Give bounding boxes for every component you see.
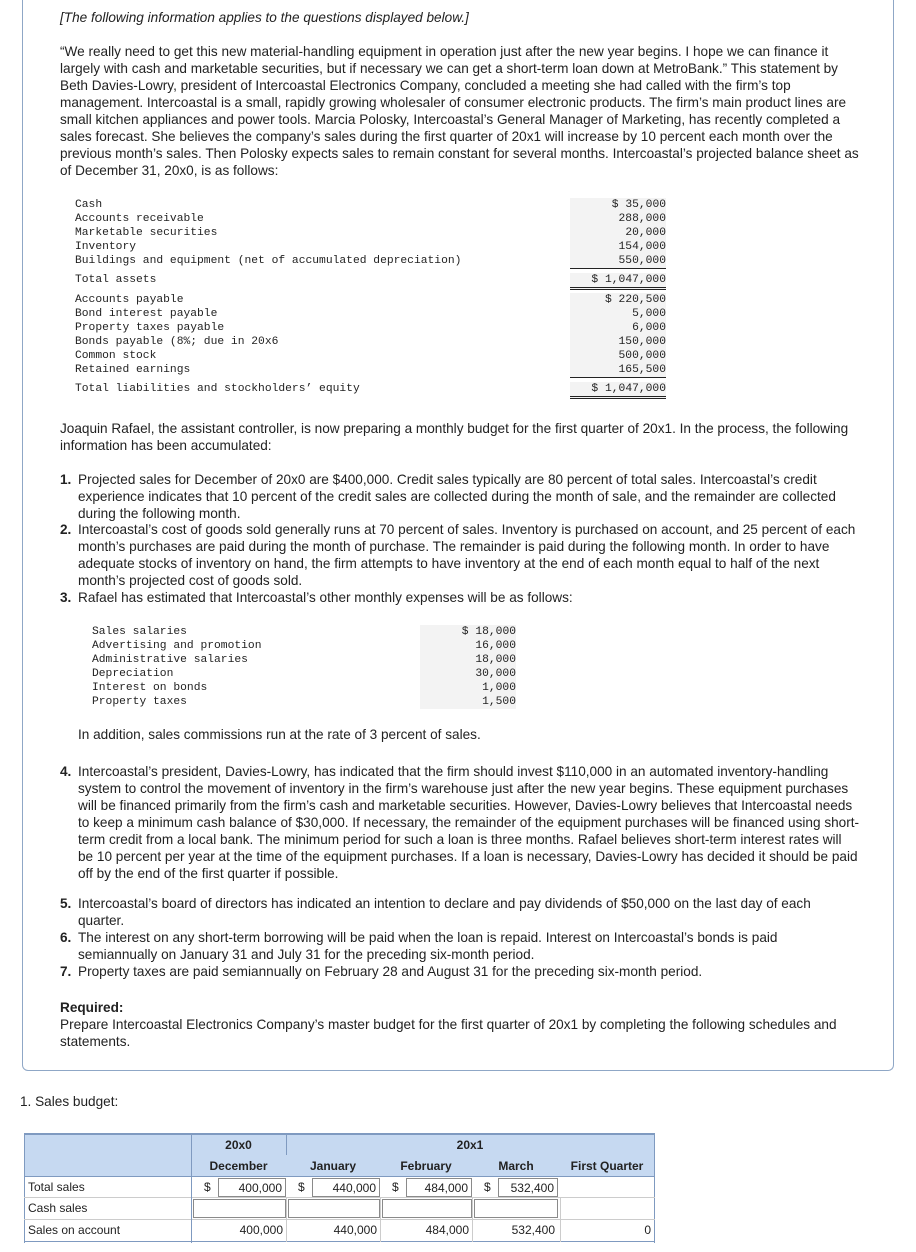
total-sales-february-input[interactable] xyxy=(406,1178,472,1197)
bs-label-ap: Accounts payable xyxy=(75,294,184,306)
item-number: 4. xyxy=(60,764,72,779)
bs-label-ar: Accounts receivable xyxy=(75,213,204,225)
cash-sales-february-input[interactable] xyxy=(382,1199,472,1218)
header-bottom-border xyxy=(24,1176,655,1177)
total-sales-january-input[interactable] xyxy=(312,1178,380,1197)
column-divider xyxy=(380,1198,381,1242)
info-item-3 xyxy=(60,589,860,606)
col-header-january: January xyxy=(309,1159,357,1173)
bs-label-bip: Bond interest payable xyxy=(75,308,218,320)
table-right-border xyxy=(654,1133,655,1243)
item-text: Intercoastal’s board of directors has indicated an intention to declare and pay dividends of $50,000 on the last day of each quarter. xyxy=(78,896,811,928)
expense-value: 1,500 xyxy=(420,695,516,709)
bs-value-total-assets: $ 1,047,000 xyxy=(570,273,666,290)
cell-value: 484,000 xyxy=(424,1181,468,1195)
column-divider xyxy=(472,1198,473,1242)
info-item-5 xyxy=(60,895,860,929)
bs-value-ar: 288,000 xyxy=(570,212,666,226)
row-label-total-sales: Total sales xyxy=(28,1180,85,1194)
cash-sales-january-input[interactable] xyxy=(288,1199,380,1218)
item-number: 2. xyxy=(60,522,72,537)
item-text: The interest on any short-term borrowing will be paid when the loan is repaid. Interest on Intercoastal’s bonds is paid semiannually on January 31 and July 31 for the preceding six-month period. xyxy=(78,930,778,962)
bs-value-ap: $ 220,500 xyxy=(570,293,666,307)
col-header-march: March xyxy=(498,1159,534,1173)
expense-value: 30,000 xyxy=(420,667,516,681)
joaquin-paragraph: Joaquin Rafael, the assistant controller, is now preparing a monthly budget for the first quarter of 20x1. In the process, the following information has been accumulated: xyxy=(60,421,849,453)
table-left-border xyxy=(24,1133,25,1243)
bs-value-re: 165,500 xyxy=(570,363,666,378)
soa-march: 532,400 xyxy=(511,1223,555,1237)
bs-label-bonds: Bonds payable (8%; due in 20x6 xyxy=(75,336,279,348)
year-label-20x0: 20x0 xyxy=(225,1138,252,1152)
bs-label-cash: Cash xyxy=(75,199,103,211)
bs-label-cs: Common stock xyxy=(75,350,157,362)
info-item-1 xyxy=(60,471,860,522)
bs-label-bldg: Buildings and equipment (net of accumulated depreciation) xyxy=(75,255,462,267)
bs-value-inv: 154,000 xyxy=(570,240,666,254)
info-item-4 xyxy=(60,763,860,882)
quote-paragraph: “We really need to get this new material-handling equipment in operation just after the new year begins. I hope we can finance it largely with cash and marketable securities, but if necessary we can get a short-term loan down at MetroBank.” This statement by Beth Davies-Lowry, president of Intercoastal Electronics Company, concluded a meeting she had called with the firm’s top management. Intercoastal is a small, rapidly growing wholesaler of consumer electronic products. The firm’s main product lines are small kitchen appliances and power tools. Marcia Polosky, Intercoastal’s General Manager of Marketing, has recently completed a sales forecast. She believes the company’s sales during the first quarter of 20x1 will increase by 10 percent each month over the previous month’s sales. Then Polosky expects sales to remain constant for several months. Intercoastal’s projected balance sheet as of December 31, 20x0, is as follows: xyxy=(60,44,859,178)
bs-value-total-le: $ 1,047,000 xyxy=(570,382,666,399)
bs-label-ms: Marketable securities xyxy=(75,227,218,239)
expense-value: 18,000 xyxy=(420,653,516,667)
soa-february: 484,000 xyxy=(425,1223,469,1237)
sales-budget-title: 1. Sales budget: xyxy=(20,1094,119,1109)
soa-january: 440,000 xyxy=(333,1223,377,1237)
expense-value: 1,000 xyxy=(420,681,516,695)
cash-sales-december-input[interactable] xyxy=(193,1199,286,1218)
info-item-7 xyxy=(60,963,860,980)
cell-value: 440,000 xyxy=(332,1181,376,1195)
expense-label: Depreciation xyxy=(92,668,174,680)
item-text: Projected sales for December of 20x0 are $400,000. Credit sales typically are 80 percent of total sales. Intercoastal’s credit experience indicates that 10 percent of the credit sales are collected during the month of sale, and the remainder are collected during the following month. xyxy=(78,472,836,521)
bs-label-ptp: Property taxes payable xyxy=(75,322,225,334)
bs-value-cash: $ 35,000 xyxy=(570,198,666,212)
table-top-border xyxy=(24,1133,655,1135)
column-divider xyxy=(286,1198,287,1242)
cell-value: 532,400 xyxy=(510,1181,554,1195)
bs-value-ms: 20,000 xyxy=(570,226,666,240)
item-text: Property taxes are paid semiannually on February 28 and August 31 for the preceding six-month period. xyxy=(78,964,703,979)
expense-label: Property taxes xyxy=(92,696,187,708)
row-label-cash-sales: Cash sales xyxy=(28,1201,88,1215)
bs-value-bldg: 550,000 xyxy=(570,254,666,269)
row-label-sales-on-account: Sales on account xyxy=(28,1223,121,1237)
info-item-6 xyxy=(60,929,860,963)
col-header-first-quarter: First Quarter xyxy=(570,1159,644,1173)
dollar-sign: $ xyxy=(204,1180,211,1194)
item-number: 6. xyxy=(60,930,72,945)
item-number: 1. xyxy=(60,472,72,487)
soa-december: 400,000 xyxy=(239,1223,283,1237)
col-header-december: December xyxy=(209,1159,268,1173)
total-sales-december-input[interactable] xyxy=(218,1178,286,1197)
dollar-sign: $ xyxy=(298,1180,305,1194)
item-text: Intercoastal’s president, Davies-Lowry, has indicated that the firm should invest $110,000 in an automated inventory-handling system to control the movement of inventory in the firm’s warehouse just after the new year begins. These equipment purchases will be financed primarily from the firm’s cash and marketable securities. However, Davies-Lowry believes that Intercoastal needs to keep a minimum cash balance of $30,000. If necessary, the remainder of the equipment purchases will be financed using short-term credit from a local bank. The minimum period for such a loan is three months. Rafael believes short-term interest rates will be 10 percent per year at the time of the equipment purchases. If a loan is necessary, Davies-Lowry has decided it should be paid off by the end of the first quarter if possible. xyxy=(78,764,860,881)
commissions-note: In addition, sales commissions run at the rate of 3 percent of sales. xyxy=(78,727,481,742)
bs-value-ptp: 6,000 xyxy=(570,321,666,335)
item-number: 5. xyxy=(60,896,72,911)
bs-value-bonds: 150,000 xyxy=(570,335,666,349)
expense-label: Sales salaries xyxy=(92,626,187,638)
item-text: Intercoastal’s cost of goods sold generally runs at 70 percent of sales. Inventory is purchased on account, and 25 percent of each month’s purchases are paid during the month of purchase. The remainder is paid during the following month. In order to have adequate stocks of inventory on hand, the firm attempts to have inventory at the end of each month equal to half of the next month’s projected cost of goods sold. xyxy=(78,522,856,588)
dollar-sign: $ xyxy=(484,1180,491,1194)
expense-label: Interest on bonds xyxy=(92,682,208,694)
bs-label-inv: Inventory xyxy=(75,241,137,253)
expense-label: Advertising and promotion xyxy=(92,640,262,652)
required-text: Prepare Intercoastal Electronics Company’s master budget for the first quarter of 20x1 by completing the following schedules and statements. xyxy=(60,1017,837,1049)
bs-value-cs: 500,000 xyxy=(570,349,666,363)
column-divider xyxy=(560,1198,561,1242)
cell-value: 400,000 xyxy=(238,1181,282,1195)
info-item-2 xyxy=(60,521,860,589)
expense-value: 16,000 xyxy=(420,639,516,653)
year-label-20x1: 20x1 xyxy=(456,1138,484,1152)
total-sales-march-input[interactable] xyxy=(498,1178,558,1197)
cash-sales-march-input[interactable] xyxy=(474,1199,558,1218)
bs-label-re: Retained earnings xyxy=(75,364,191,376)
intro-note: [The following information applies to the questions displayed below.] xyxy=(60,10,469,25)
item-number: 3. xyxy=(60,590,72,605)
bs-label-total-assets: Total assets xyxy=(75,274,157,286)
bs-value-bip: 5,000 xyxy=(570,307,666,321)
item-text: Rafael has estimated that Intercoastal’s other monthly expenses will be as follows: xyxy=(78,590,573,605)
expense-label: Administrative salaries xyxy=(92,654,248,666)
col-header-february: February xyxy=(400,1159,452,1173)
dollar-sign: $ xyxy=(392,1180,399,1194)
soa-first-quarter: 0 xyxy=(644,1223,651,1237)
required-label: Required: xyxy=(60,1000,124,1015)
item-number: 7. xyxy=(60,964,72,979)
expense-value: $ 18,000 xyxy=(420,625,516,639)
bs-label-total-le: Total liabilities and stockholders’ equity xyxy=(75,383,360,395)
